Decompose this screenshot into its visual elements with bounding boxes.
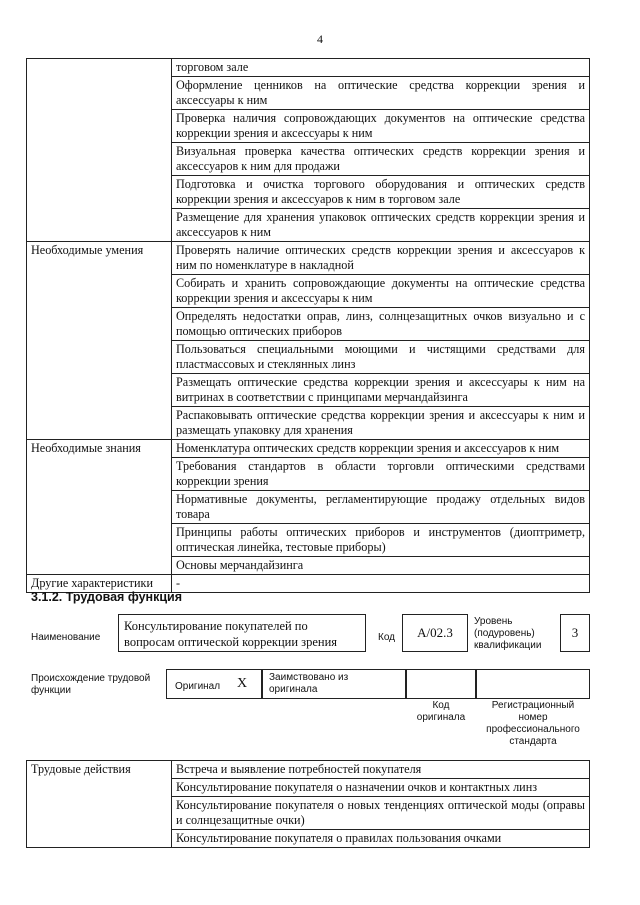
table-row: Проверять наличие оптических средств коррекции зрения и аксессуаров к ним по номенклатуре в накладной — [172, 242, 590, 275]
original-mark: X — [237, 676, 248, 691]
skills-label: Необходимые умения — [27, 242, 172, 440]
level-box: 3 — [560, 614, 590, 652]
table-row: Консультирование покупателя о назначении очков и контактных линз — [172, 779, 590, 797]
code-label: Код — [378, 632, 396, 643]
empty-label-cell — [27, 59, 172, 242]
table-row: Размещение для хранения упаковок оптических средств коррекции зрения и аксессуаров к ним — [172, 209, 590, 242]
table-row: Требования стандартов в области торговли оптическими средствами коррекции зрения — [172, 458, 590, 491]
table-row: Оформление ценников на оптические средства коррекции зрения и аксессуары к ним — [172, 77, 590, 110]
table-row: Визуальная проверка качества оптических средств коррекции зрения и аксессуаров к ним для продажи — [172, 143, 590, 176]
original-cell — [166, 669, 262, 699]
table-row: Размещать оптические средства коррекции зрения и аксессуары к ним на витринах в соответствии с принципами мерчандайзинга — [172, 374, 590, 407]
origin-code-cell — [406, 669, 476, 699]
function-code-box: А/02.3 — [402, 614, 468, 652]
other-value: - — [172, 575, 590, 593]
section-heading: 3.1.2. Трудовая функция — [31, 590, 183, 604]
table-row: Встреча и выявление потребностей покупателя — [172, 761, 590, 779]
table-row: Нормативные документы, регламентирующие продажу отдельных видов товара — [172, 491, 590, 524]
reg-number-cell — [476, 669, 590, 699]
original-label: Оригинал — [175, 681, 221, 692]
competency-table — [26, 58, 590, 593]
table-row: Пользоваться специальными моющими и чистящими средствами для пластмассовых и стеклянных линз — [172, 341, 590, 374]
page-number: 4 — [317, 32, 323, 46]
table-row: Консультирование покупателя о правилах пользования очками — [172, 830, 590, 848]
table-row: Распаковывать оптические средства коррекции зрения и аксессуары к ним и размещать упаковку для хранения — [172, 407, 590, 440]
reg-caption: Регистрационный номер профессионального стандарта — [486, 700, 580, 747]
table-row: Проверка наличия сопровождающих документов на оптические средства коррекции зрения и аксессуары к ним — [172, 110, 590, 143]
table-row: Собирать и хранить сопровождающие документы на оптические средства коррекции зрения и аксессуары к ним — [172, 275, 590, 308]
other-label: Другие характеристики — [27, 575, 172, 593]
table-row: Определять недостатки оправ, линз, солнцезащитных очков визуально и с помощью оптических приборов — [172, 308, 590, 341]
table-row: Подготовка и очистка торгового оборудования и оптических средств коррекции зрения и аксессуаров к ним в торговом зале — [172, 176, 590, 209]
table-row: торговом зале — [172, 59, 590, 77]
table-row: Номенклатура оптических средств коррекции зрения и аксессуаров к ним — [172, 440, 590, 458]
actions-table — [26, 760, 590, 848]
level-label: Уровень (подуровень) квалификации — [474, 616, 542, 651]
origin-label: Происхождение трудовой функции — [31, 673, 151, 696]
name-label: Наименование — [31, 632, 101, 643]
borrowed-cell: Заимствовано из оригинала — [262, 669, 406, 699]
knowledge-label: Необходимые знания — [27, 440, 172, 575]
code-caption: Код оригинала — [416, 700, 466, 723]
actions-label: Трудовые действия — [27, 761, 172, 848]
table-row: Основы мерчандайзинга — [172, 557, 590, 575]
function-name-box: Консультирование покупателей по вопросам оптической коррекции зрения — [118, 614, 366, 652]
table-row: Принципы работы оптических приборов и инструментов (диоптриметр, оптическая линейка, тестовые приборы) — [172, 524, 590, 557]
table-row: Консультирование покупателя о новых тенденциях оптической моды (оправы и солнцезащитные очки) — [172, 797, 590, 830]
